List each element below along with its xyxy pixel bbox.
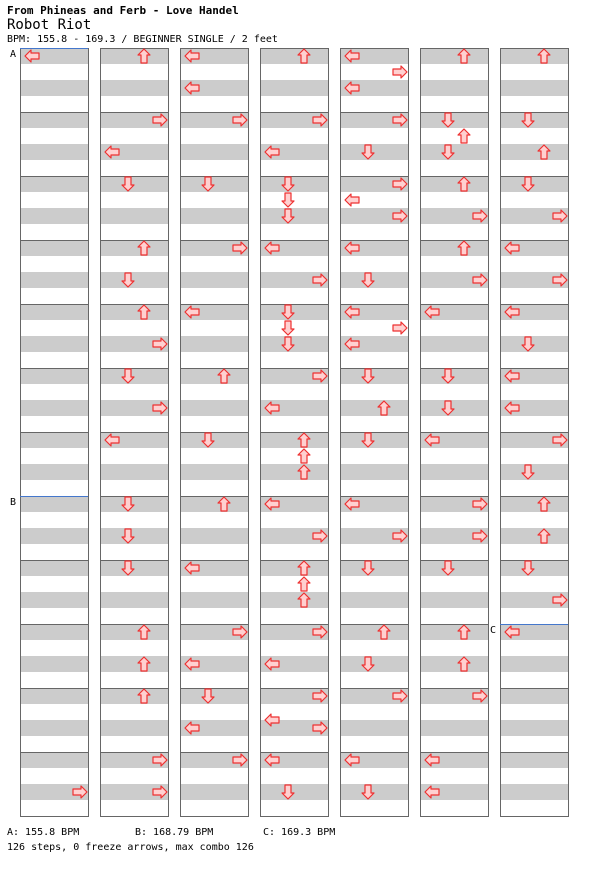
beat-band — [340, 464, 408, 480]
beat-band — [20, 304, 88, 320]
beat-band — [180, 208, 248, 224]
beat-band — [20, 368, 88, 384]
beat-band — [20, 688, 88, 704]
beat-band — [100, 176, 168, 192]
beat-band — [340, 400, 408, 416]
beat-band — [100, 560, 168, 576]
beat-band — [500, 176, 568, 192]
beat-band — [340, 720, 408, 736]
beat-band — [500, 464, 568, 480]
beat-band — [500, 560, 568, 576]
beat-band — [20, 528, 88, 544]
bpm-legend-c: C: 169.3 BPM — [263, 827, 336, 838]
beat-band — [260, 464, 328, 480]
beat-band — [260, 432, 328, 448]
beat-band — [100, 48, 168, 64]
beat-band — [100, 208, 168, 224]
beat-band — [500, 80, 568, 96]
beat-band — [500, 528, 568, 544]
beat-band — [500, 48, 568, 64]
arrow-right-icon — [393, 66, 407, 78]
beat-band — [500, 688, 568, 704]
beat-band — [340, 272, 408, 288]
arrow-up-icon — [298, 577, 310, 591]
beat-band — [180, 272, 248, 288]
beat-band — [420, 720, 488, 736]
beat-band — [420, 48, 488, 64]
beat-band — [420, 656, 488, 672]
arrow-down-icon — [282, 193, 294, 207]
beat-band — [20, 496, 88, 512]
beat-band — [260, 560, 328, 576]
beat-band — [260, 304, 328, 320]
chart-column-6 — [420, 48, 489, 817]
arrow-down-icon — [282, 321, 294, 335]
beat-band — [340, 592, 408, 608]
chart-column-5 — [340, 48, 409, 817]
beat-band — [340, 784, 408, 800]
beat-band — [180, 688, 248, 704]
beat-band — [420, 336, 488, 352]
beat-band — [420, 368, 488, 384]
beat-band — [500, 656, 568, 672]
bpm-change-marker: B — [10, 497, 17, 508]
beat-band — [20, 80, 88, 96]
step-stats: 126 steps, 0 freeze arrows, max combo 126 — [7, 842, 254, 853]
beat-band — [180, 432, 248, 448]
beat-band — [100, 368, 168, 384]
beat-band — [340, 432, 408, 448]
beat-band — [20, 624, 88, 640]
beat-band — [100, 464, 168, 480]
beat-band — [100, 720, 168, 736]
beat-band — [500, 112, 568, 128]
beat-band — [260, 336, 328, 352]
beat-band — [180, 784, 248, 800]
beat-band — [20, 464, 88, 480]
beat-band — [20, 336, 88, 352]
beat-band — [180, 336, 248, 352]
beat-band — [500, 752, 568, 768]
beat-band — [20, 112, 88, 128]
chart-column-4 — [260, 48, 329, 817]
arrow-left-icon — [345, 194, 359, 206]
beat-band — [420, 592, 488, 608]
beat-band — [20, 144, 88, 160]
beat-band — [340, 144, 408, 160]
beat-band — [260, 48, 328, 64]
beat-band — [20, 592, 88, 608]
beat-band — [260, 208, 328, 224]
beat-band — [420, 80, 488, 96]
beat-band — [20, 656, 88, 672]
beat-band — [100, 528, 168, 544]
beat-band — [180, 144, 248, 160]
beat-band — [100, 80, 168, 96]
beat-band — [420, 400, 488, 416]
beat-band — [180, 176, 248, 192]
beat-band — [20, 560, 88, 576]
beat-band — [500, 784, 568, 800]
arrow-up-icon — [298, 449, 310, 463]
beat-band — [20, 208, 88, 224]
song-source: From Phineas and Ferb - Love Handel — [7, 4, 239, 17]
beat-band — [420, 240, 488, 256]
beat-band — [260, 176, 328, 192]
beat-band — [340, 624, 408, 640]
beat-band — [100, 624, 168, 640]
beat-band — [420, 560, 488, 576]
beat-band — [500, 336, 568, 352]
beat-band — [20, 240, 88, 256]
beat-band — [100, 304, 168, 320]
bpm-legend-b: B: 168.79 BPM — [135, 827, 214, 838]
bpm-change-marker: A — [10, 49, 17, 60]
bpm-legend — [7, 825, 335, 840]
beat-band — [500, 720, 568, 736]
beat-band — [420, 112, 488, 128]
beat-band — [180, 400, 248, 416]
chart-column-7 — [500, 48, 569, 817]
beat-band — [180, 528, 248, 544]
arrow-right-icon — [393, 322, 407, 334]
song-title: Robot Riot — [7, 17, 92, 33]
beat-band — [420, 144, 488, 160]
chart-column-1 — [20, 48, 89, 817]
beat-band — [100, 592, 168, 608]
beat-band — [100, 240, 168, 256]
beat-band — [20, 400, 88, 416]
chart-meta: BPM: 155.8 - 169.3 / BEGINNER SINGLE / 2 feet — [7, 34, 278, 45]
bpm-legend-a: A: 155.8 BPM — [7, 827, 80, 838]
beat-band — [100, 496, 168, 512]
beat-band — [260, 592, 328, 608]
beat-band — [20, 176, 88, 192]
beat-band — [420, 464, 488, 480]
beat-band — [180, 592, 248, 608]
beat-band — [180, 496, 248, 512]
beat-band — [20, 752, 88, 768]
beat-band — [500, 144, 568, 160]
beat-band — [100, 656, 168, 672]
beat-band — [340, 368, 408, 384]
arrow-up-icon — [458, 129, 470, 143]
beat-band — [260, 80, 328, 96]
bpm-change-marker: C — [490, 625, 497, 636]
chart-footer — [7, 825, 335, 855]
chart-column-2 — [100, 48, 169, 817]
beat-band — [180, 368, 248, 384]
beat-band — [180, 464, 248, 480]
beat-band — [20, 432, 88, 448]
beat-band — [100, 688, 168, 704]
beat-band — [420, 624, 488, 640]
beat-band — [420, 176, 488, 192]
beat-band — [500, 496, 568, 512]
beat-band — [340, 656, 408, 672]
beat-band — [260, 784, 328, 800]
chart-column-3 — [180, 48, 249, 817]
beat-band — [20, 272, 88, 288]
beat-band — [20, 720, 88, 736]
beat-band — [340, 560, 408, 576]
beat-band — [100, 272, 168, 288]
